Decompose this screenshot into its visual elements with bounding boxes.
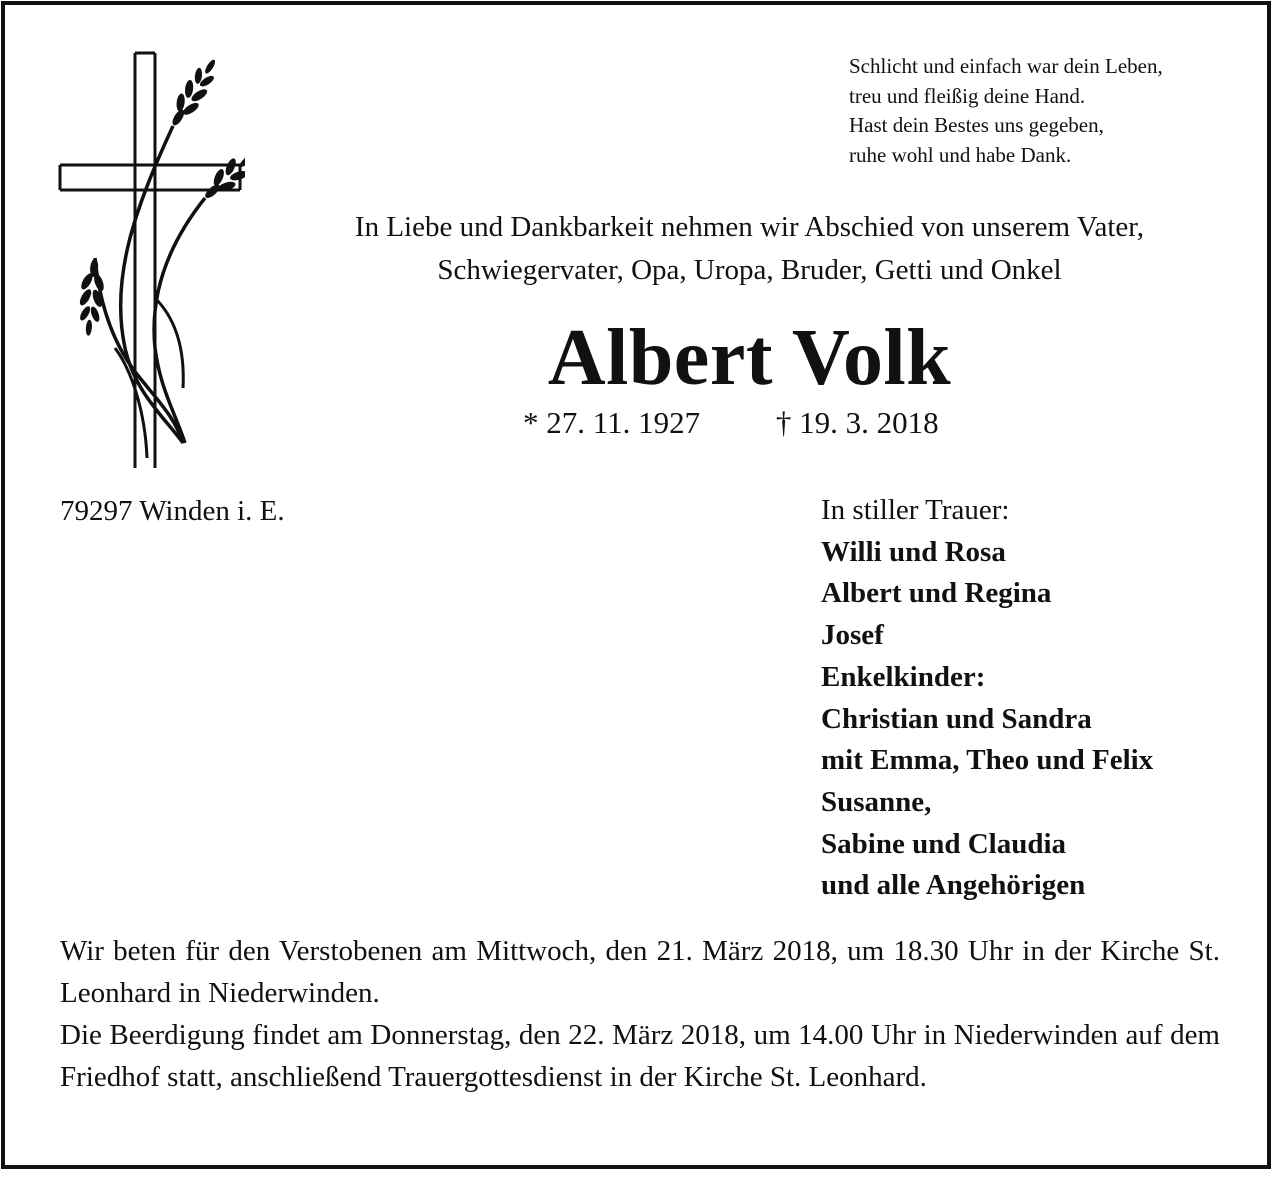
service-paragraph: Wir beten für den Verstobenen am Mittwoch, den 21. März 2018, um 18.30 Uhr in der Kirche St. Leonhard in Niederwinden. [60,935,1220,1009]
mourner-name: Susanne, [821,785,932,818]
mourner-name: mit Emma, Theo und Felix [821,744,1154,777]
service-paragraph: Die Beerdigung findet am Donnerstag, den 22. März 2018, um 14.00 Uhr in Niederwinden auf dem Friedhof statt, anschließend Trauergottesdienst in der Kirche St. Leonhard. [60,1019,1220,1093]
death-date: † 19. 3. 2018 [775,405,939,440]
mourners-list [821,490,1153,907]
poem [849,52,1163,170]
birth-date: * 27. 11. 1927 [523,405,701,440]
deceased-name: Albert Volk [547,314,952,402]
intro-line: Schwiegervater, Opa, Uropa, Bruder, Getti und Onkel [437,254,1062,286]
intro-line: In Liebe und Dankbarkeit nehmen wir Abschied von unserem Vater, [354,211,1145,243]
mourner-name: und alle Angehörigen [821,869,1086,902]
mourners-heading: In stiller Trauer: [821,494,1010,526]
poem-line: treu und fleißig deine Hand. [849,83,1086,108]
poem-line: ruhe wohl und habe Dank. [849,142,1072,167]
mourner-name: Willi und Rosa [821,535,1006,568]
mourner-name: Albert und Regina [821,577,1052,610]
intro-text [262,206,1237,292]
mourner-name: Enkelkinder: [821,660,986,693]
cross-with-wheat-icon [55,48,245,473]
place: 79297 Winden i. E. [60,495,285,527]
poem-line: Schlicht und einfach war dein Leben, [849,54,1163,78]
poem-line: Hast dein Bestes uns gegeben, [849,113,1104,137]
mourner-name: Josef [821,619,884,652]
mourner-name: Christian und Sandra [821,702,1092,735]
life-dates [523,402,939,444]
service-info [60,930,1220,1098]
mourner-name: Sabine und Claudia [821,827,1067,860]
